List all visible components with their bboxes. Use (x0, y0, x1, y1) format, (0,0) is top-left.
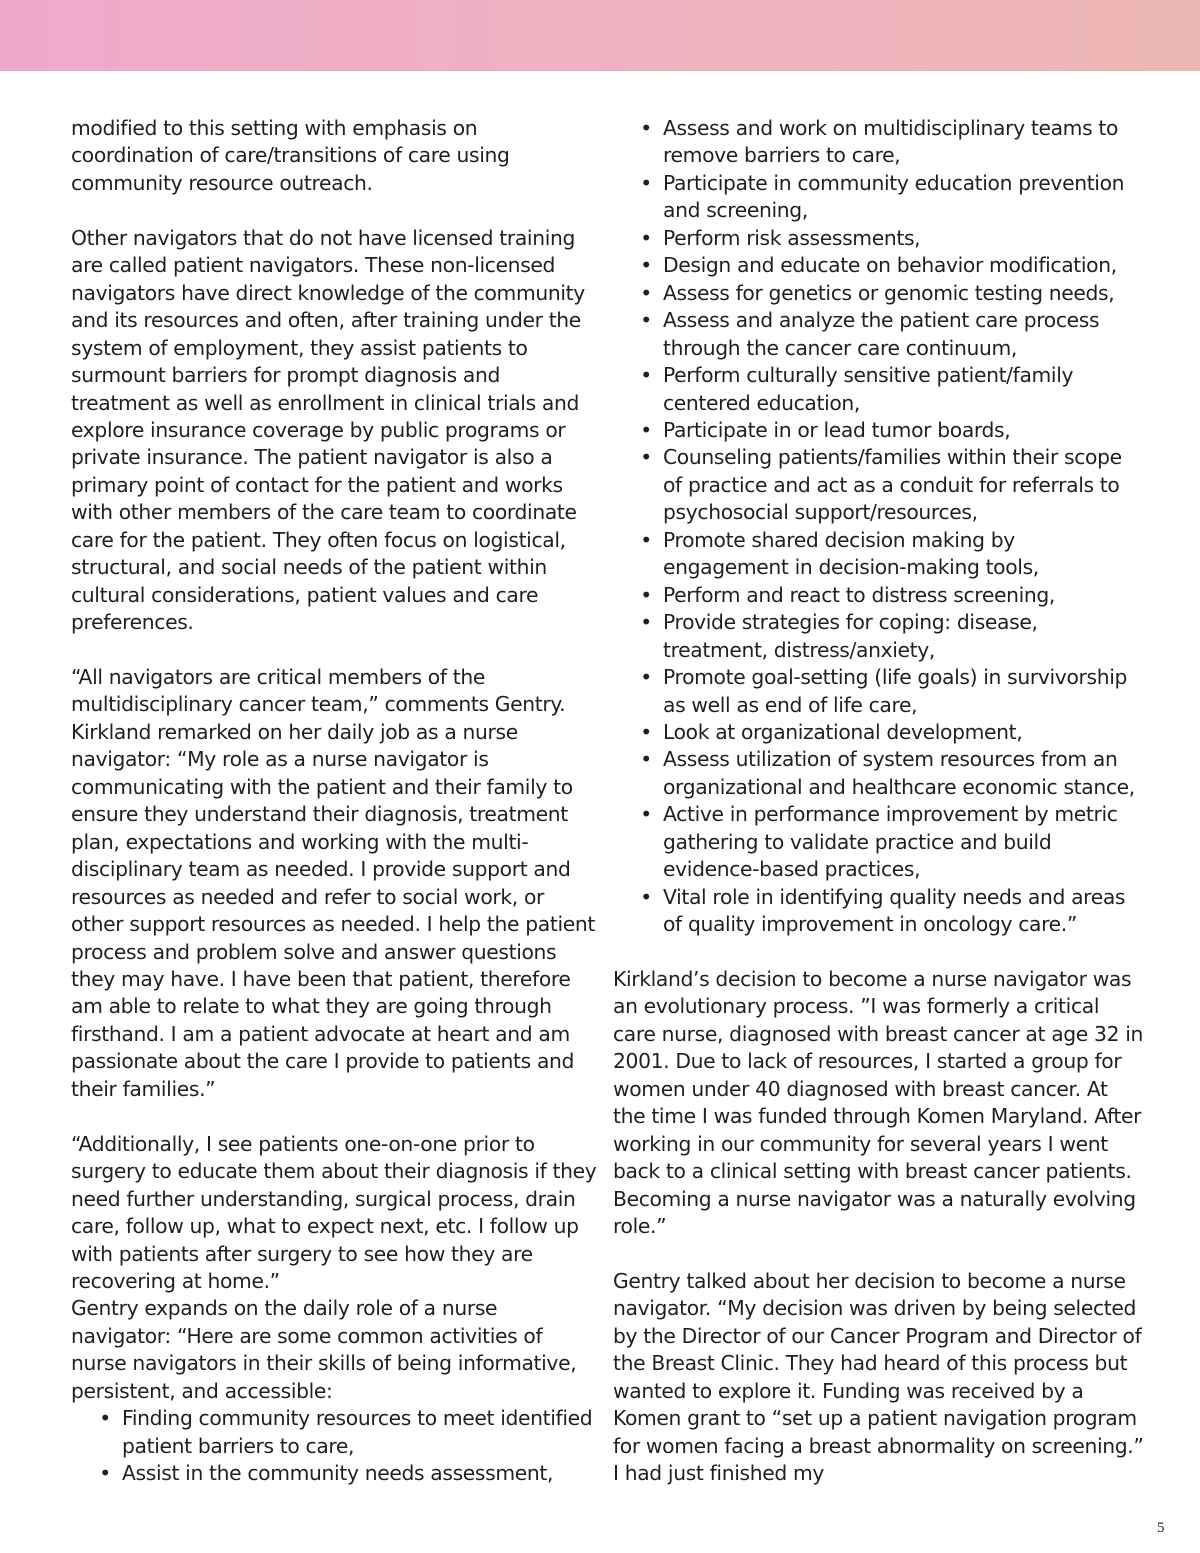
left-column (71, 115, 599, 1488)
left-paragraph-2: Other navigators that do not have licensed training are called patient navigators. These non-licensed navigators have direct knowledge of the community and its resources and often, after training under the system of employment, they assist patients to surmount barriers for prompt diagnosis and treatment as well as enrollment in clinical trials and explore insurance coverage by public programs or private insurance. The patient navigator is also a primary point of contact for the patient and works with other members of the care team to coordinate care for the patient. They often focus on logistical, structural, and social needs of the patient within cultural considerations, patient values and care preferences. (71, 225, 585, 635)
left-paragraph-5: Gentry expands on the daily role of a nurse navigator: “Here are some common activities of nurse navigators in their skills of being informative, persistent, and accessible: (71, 1296, 577, 1403)
bullet-icon: • (640, 719, 652, 744)
list-item-text: Provide strategies for coping: disease, treatment, distress/anxiety, (663, 610, 1038, 662)
right-column (613, 115, 1145, 1488)
list-item-text: Promote goal-setting (life goals) in survivorship as well as end of life care, (663, 665, 1128, 717)
list-item-text: Design and educate on behavior modification, (663, 253, 1117, 278)
bullet-icon: • (640, 363, 652, 388)
list-item (640, 746, 1145, 801)
list-item (640, 527, 1145, 582)
list-item (99, 1405, 599, 1460)
list-item (640, 801, 1145, 883)
bullet-icon: • (99, 1406, 111, 1431)
list-item (99, 1460, 599, 1487)
list-item (640, 444, 1145, 526)
list-item (640, 225, 1145, 252)
list-item-text: Assess for genetics or genomic testing needs, (663, 280, 1115, 305)
bullet-icon: • (640, 417, 652, 442)
list-item (640, 280, 1145, 307)
list-item-text: Assess and analyze the patient care process through the cancer care continuum, (663, 308, 1100, 360)
list-item-text: Perform and react to distress screening, (663, 582, 1056, 607)
list-item (640, 170, 1145, 225)
list-item-text: Participate in or lead tumor boards, (663, 417, 1011, 442)
list-item-text: Counseling patients/families within their scope of practice and act as a conduit for referrals to psychosocial support/resources, (663, 445, 1122, 525)
bullet-icon: • (640, 253, 652, 278)
list-item (640, 664, 1145, 719)
bullet-icon: • (640, 280, 652, 305)
page-number: 5 (1157, 1520, 1165, 1536)
list-item-text: Assess utilization of system resources from an organizational and healthcare economic stance, (663, 747, 1135, 799)
bullet-icon: • (640, 225, 652, 250)
list-item (640, 417, 1145, 444)
bullet-icon: • (640, 582, 652, 607)
bullet-icon: • (640, 170, 652, 195)
list-item (640, 252, 1145, 279)
bullet-icon: • (640, 116, 652, 140)
list-item (640, 582, 1145, 609)
bullet-icon: • (640, 884, 652, 909)
bullet-icon: • (640, 665, 652, 690)
list-item (640, 362, 1145, 417)
list-item-text: Participate in community education prevention and screening, (663, 170, 1125, 223)
header-color-band (0, 0, 1200, 71)
list-item-text: Vital role in identifying quality needs and areas of quality improvement in oncology care.” (663, 884, 1126, 937)
right-bullet-list (613, 115, 1145, 939)
bullet-icon: • (99, 1461, 111, 1486)
left-paragraph-3: “All navigators are critical members of the multidisciplinary cancer team,” comments Gentry. Kirkland remarked on her daily job as a nurse navigator: “My role as a nurse navigator is communicating with the patient and their family to ensure they understand their diagnosis, treatment plan, expectations and working with the multi-disciplinary team as needed. I provide support and resources as needed and refer to social work, or other support resources as needed. I help the patient process and problem solve and answer questions they may have. I have been that patient, therefore am able to relate to what they are going through firsthand. I am a patient advocate at heart and am passionate about the care I provide to patients and their families.” (71, 665, 595, 1101)
list-item-text: Perform culturally sensitive patient/family centered education, (663, 363, 1074, 415)
list-item (640, 884, 1145, 939)
left-paragraph-4: “Additionally, I see patients one-on-one prior to surgery to educate them about their diagnosis if they need further understanding, surgical process, drain care, follow up, what to expect next, etc. I follow up with patients after surgery to see how they are recovering at home.” (71, 1131, 597, 1293)
left-bullet-list (71, 1405, 599, 1487)
list-item-text: Assess and work on multidisciplinary teams to remove barriers to care, (663, 116, 1119, 168)
list-item-text: Promote shared decision making by engagement in decision-making tools, (663, 527, 1039, 580)
list-item (640, 719, 1145, 746)
bullet-icon: • (640, 747, 652, 772)
list-item (640, 115, 1145, 170)
list-item (640, 609, 1145, 664)
list-item-text: Look at organizational development, (663, 719, 1023, 744)
bullet-icon: • (640, 802, 652, 827)
right-paragraph-1: Kirkland’s decision to become a nurse navigator was an evolutionary process. ”I was formerly a critical care nurse, diagnosed with breast cancer at age 32 in 2001. Due to lack of resources, I started a group for women under 40 diagnosed with breast cancer. At the time I was funded through Komen Maryland. After working in our community for several years I went back to a clinical setting with breast cancer patients. Becoming a nurse navigator was a naturally evolving role.” (613, 967, 1144, 1239)
left-paragraph-1: modified to this setting with emphasis on coordination of care/transitions of care using community resource outreach. (71, 116, 510, 195)
list-item-text: Finding community resources to meet identified patient barriers to care, (122, 1406, 593, 1458)
list-item-text: Active in performance improvement by metric gathering to validate practice and build evidence-based practices, (663, 802, 1118, 882)
list-item (640, 307, 1145, 362)
list-item-text: Perform risk assessments, (663, 225, 921, 250)
bullet-icon: • (640, 445, 652, 470)
list-item-text: Assist in the community needs assessment, (122, 1461, 554, 1486)
bullet-icon: • (640, 610, 652, 635)
bullet-icon: • (640, 308, 652, 333)
right-paragraph-2: Gentry talked about her decision to become a nurse navigator. “My decision was driven by being selected by the Director of our Cancer Program and Director of the Breast Clinic. They had heard of this process but wanted to explore it. Funding was received by a Komen grant to “set up a patient navigation program for women facing a breast abnormality on screening.” I had just finished my (613, 1269, 1144, 1486)
bullet-icon: • (640, 527, 652, 552)
